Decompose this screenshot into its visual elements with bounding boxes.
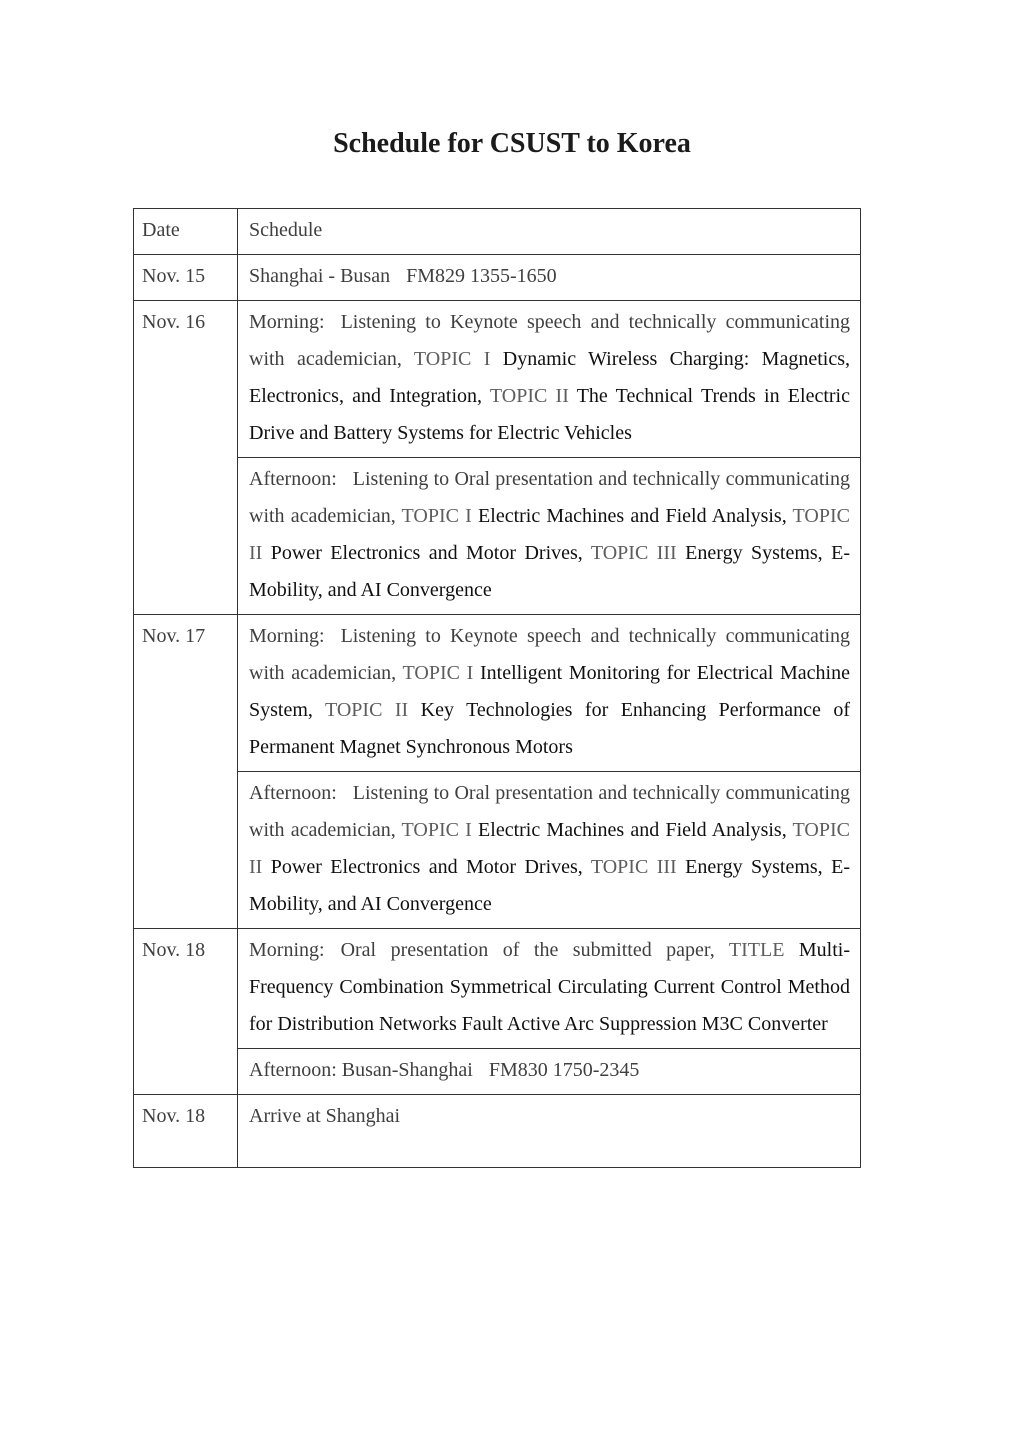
- text-segment: Dynamic Wireless Charging: Magnetics, Electronics, and Integration,: [249, 348, 850, 407]
- table-row: [134, 1095, 861, 1168]
- text-segment: TOPIC II: [325, 699, 421, 721]
- table-header-row: [134, 209, 861, 255]
- schedule-cell: [238, 255, 861, 301]
- date-cell: Nov. 17: [134, 615, 238, 929]
- table-row: [134, 929, 861, 1049]
- table-row: [134, 772, 861, 929]
- schedule-cell: [238, 615, 861, 772]
- schedule-table: [133, 208, 861, 1168]
- text-segment: Listening to Keynote speech and technically communicating with academician,: [249, 311, 850, 370]
- text-segment: Afternoon:: [249, 782, 337, 804]
- text-segment: Morning:: [249, 939, 325, 961]
- text-segment: Listening to Keynote speech and technically communicating with academician,: [249, 625, 850, 684]
- text-segment: Multi-Frequency Combination Symmetrical Circulating Current Control Method for Distribution Networks Fault Active Arc Suppression M3C Converter: [249, 939, 851, 1035]
- text-segment: Morning:: [249, 311, 325, 333]
- table-row: [134, 1049, 861, 1095]
- text-segment: TOPIC I: [401, 819, 479, 841]
- table-row: [134, 301, 861, 458]
- table-row: [134, 458, 861, 615]
- text-segment: Energy Systems, E-Mobility, and AI Convergence: [249, 856, 851, 915]
- text-segment: Key Technologies for Enhancing Performance of Permanent Magnet Synchronous Motors: [249, 699, 850, 758]
- text-segment: Shanghai - Busan: [249, 265, 391, 287]
- document-title: Schedule for CSUST to Korea: [333, 128, 691, 159]
- schedule-cell: [238, 929, 861, 1049]
- date-cell: Nov. 18: [134, 929, 238, 1095]
- date-cell: Nov. 16: [134, 301, 238, 615]
- text-segment: TOPIC I: [402, 662, 480, 684]
- schedule-cell: [238, 301, 861, 458]
- text-segment: FM829 1355-1650: [406, 265, 557, 287]
- text-segment: Listening to Oral presentation and technically communicating with academician,: [249, 782, 850, 841]
- text-segment: Intelligent Monitoring for Electrical Machine System,: [249, 662, 850, 721]
- text-segment: Arrive at Shanghai: [249, 1105, 401, 1127]
- text-segment: Energy Systems, E-Mobility, and AI Convergence: [249, 542, 851, 601]
- date-cell: Nov. 18: [134, 1095, 238, 1168]
- text-segment: Oral presentation of the submitted paper,: [340, 939, 729, 961]
- table-row: [134, 255, 861, 301]
- schedule-table-body: [134, 209, 861, 1168]
- text-segment: Afternoon: Busan-Shanghai: [249, 1059, 473, 1081]
- text-segment: Morning:: [249, 625, 325, 647]
- text-segment: TOPIC II: [249, 819, 850, 878]
- text-segment: TOPIC I: [401, 505, 479, 527]
- header-cell-schedule: Schedule: [238, 209, 861, 255]
- schedule-cell: [238, 772, 861, 929]
- text-segment: Power Electronics and Motor Drives,: [270, 542, 591, 564]
- text-segment: The Technical Trends in Electric Drive and Battery Systems for Electric Vehicles: [249, 385, 850, 444]
- table-row: [134, 615, 861, 772]
- text-segment: Electric Machines and Field Analysis,: [478, 819, 793, 841]
- date-cell: Nov. 15: [134, 255, 238, 301]
- text-segment: TOPIC III: [590, 542, 686, 564]
- schedule-cell: [238, 1095, 861, 1168]
- text-segment: TOPIC II: [249, 505, 850, 564]
- text-segment: Afternoon:: [249, 468, 337, 490]
- text-segment: TOPIC II: [489, 385, 577, 407]
- schedule-cell: [238, 1049, 861, 1095]
- text-segment: Power Electronics and Motor Drives,: [270, 856, 591, 878]
- header-cell-date: Date: [134, 209, 238, 255]
- text-segment: TITLE: [728, 939, 799, 961]
- text-segment: Electric Machines and Field Analysis,: [478, 505, 793, 527]
- text-segment: FM830 1750-2345: [488, 1059, 640, 1081]
- text-segment: TOPIC I: [413, 348, 503, 370]
- text-segment: TOPIC III: [590, 856, 686, 878]
- schedule-cell: [238, 458, 861, 615]
- text-segment: Listening to Oral presentation and technically communicating with academician,: [249, 468, 850, 527]
